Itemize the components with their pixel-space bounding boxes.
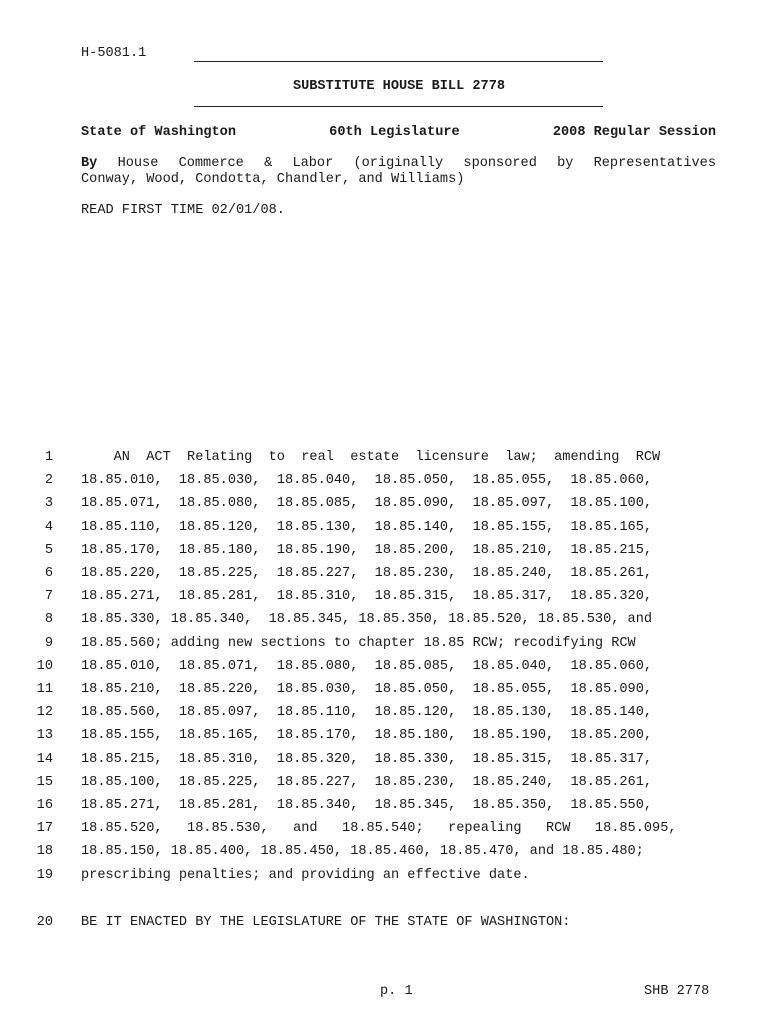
line-number: 4 <box>44 519 53 535</box>
bill-text-line: AN ACT Relating to real estate licensure law; amending RCW <box>81 450 661 465</box>
bill-text-line: 18.85.010, 18.85.030, 18.85.040, 18.85.050, 18.85.055, 18.85.060, <box>81 473 653 489</box>
sponsor-line-1 <box>81 156 716 171</box>
line-number: 19 <box>36 867 53 883</box>
bill-text-line: 18.85.271, 18.85.281, 18.85.310, 18.85.315, 18.85.317, 18.85.320, <box>81 589 653 605</box>
line-number: 5 <box>44 542 53 558</box>
line-number: 7 <box>44 589 53 605</box>
session-label: 2008 Regular Session <box>552 125 716 140</box>
bill-text-line: 18.85.560, 18.85.097, 18.85.110, 18.85.120, 18.85.130, 18.85.140, <box>81 705 653 721</box>
bill-text-line: 18.85.210, 18.85.220, 18.85.030, 18.85.050, 18.85.055, 18.85.090, <box>81 682 653 697</box>
bill-text-line: 18.85.560; adding new sections to chapter 18.85 RCW; recodifying RCW <box>81 635 636 651</box>
bill-text-line: 18.85.220, 18.85.225, 18.85.227, 18.85.230, 18.85.240, 18.85.261, <box>81 566 653 581</box>
by-label: By <box>81 156 98 171</box>
line-number: 12 <box>36 705 53 721</box>
bill-text-line: 18.85.010, 18.85.071, 18.85.080, 18.85.085, 18.85.040, 18.85.060, <box>81 658 653 674</box>
line-number: 20 <box>36 915 53 930</box>
bill-text-line: 18.85.330, 18.85.340, 18.85.345, 18.85.350, 18.85.520, 18.85.530, and <box>81 612 653 628</box>
document-id: H-5081.1 <box>81 46 147 61</box>
bill-text-line: prescribing penalties; and providing an effective date. <box>81 867 530 883</box>
bill-text-line: 18.85.071, 18.85.080, 18.85.085, 18.85.090, 18.85.097, 18.85.100, <box>81 496 653 512</box>
line-number: 9 <box>44 635 53 651</box>
bill-text-line: 18.85.155, 18.85.165, 18.85.170, 18.85.180, 18.85.190, 18.85.200, <box>81 728 653 744</box>
bill-text-line: 18.85.110, 18.85.120, 18.85.130, 18.85.140, 18.85.155, 18.85.165, <box>81 519 653 535</box>
bill-text-line: 18.85.100, 18.85.225, 18.85.227, 18.85.230, 18.85.240, 18.85.261, <box>81 774 653 790</box>
bill-text-line: 18.85.271, 18.85.281, 18.85.340, 18.85.345, 18.85.350, 18.85.550, <box>81 798 653 813</box>
state-label: State of Washington <box>81 125 236 140</box>
bill-text-line: 18.85.520, 18.85.530, and 18.85.540; repealing RCW 18.85.095, <box>81 821 677 837</box>
line-number: 16 <box>36 798 53 813</box>
header-rule-bottom <box>194 106 603 107</box>
line-number: 3 <box>44 496 53 512</box>
bill-text-line: 18.85.215, 18.85.310, 18.85.320, 18.85.330, 18.85.315, 18.85.317, <box>81 751 653 767</box>
line-number: 11 <box>36 682 53 697</box>
header-rule-top <box>194 61 603 62</box>
line-number: 1 <box>44 450 53 465</box>
line-number: 18 <box>36 844 53 860</box>
sponsor-line-2: Conway, Wood, Condotta, Chandler, and Williams) <box>81 172 465 187</box>
bill-text-line: BE IT ENACTED BY THE LEGISLATURE OF THE STATE OF WASHINGTON: <box>81 915 571 930</box>
page-number: p. 1 <box>380 984 413 999</box>
line-number: 2 <box>44 473 53 489</box>
line-number: 10 <box>36 658 53 674</box>
line-number: 17 <box>36 821 53 837</box>
line-number: 15 <box>36 774 53 790</box>
bill-text-line: 18.85.170, 18.85.180, 18.85.190, 18.85.200, 18.85.210, 18.85.215, <box>81 542 653 558</box>
bill-title: SUBSTITUTE HOUSE BILL 2778 <box>292 79 506 94</box>
bill-text-line: 18.85.150, 18.85.400, 18.85.450, 18.85.460, 18.85.470, and 18.85.480; <box>81 844 644 860</box>
session-info-row <box>81 125 716 140</box>
bill-short-title: SHB 2778 <box>644 984 710 999</box>
line-number: 8 <box>44 612 53 628</box>
sponsor-text-1: House Commerce & Labor (originally sponsored by Representatives <box>117 156 716 171</box>
line-number: 14 <box>36 751 53 767</box>
legislature-label: 60th Legislature <box>329 125 460 140</box>
read-first-time: READ FIRST TIME 02/01/08. <box>81 203 285 218</box>
line-number: 13 <box>36 728 53 744</box>
line-number: 6 <box>44 566 53 581</box>
